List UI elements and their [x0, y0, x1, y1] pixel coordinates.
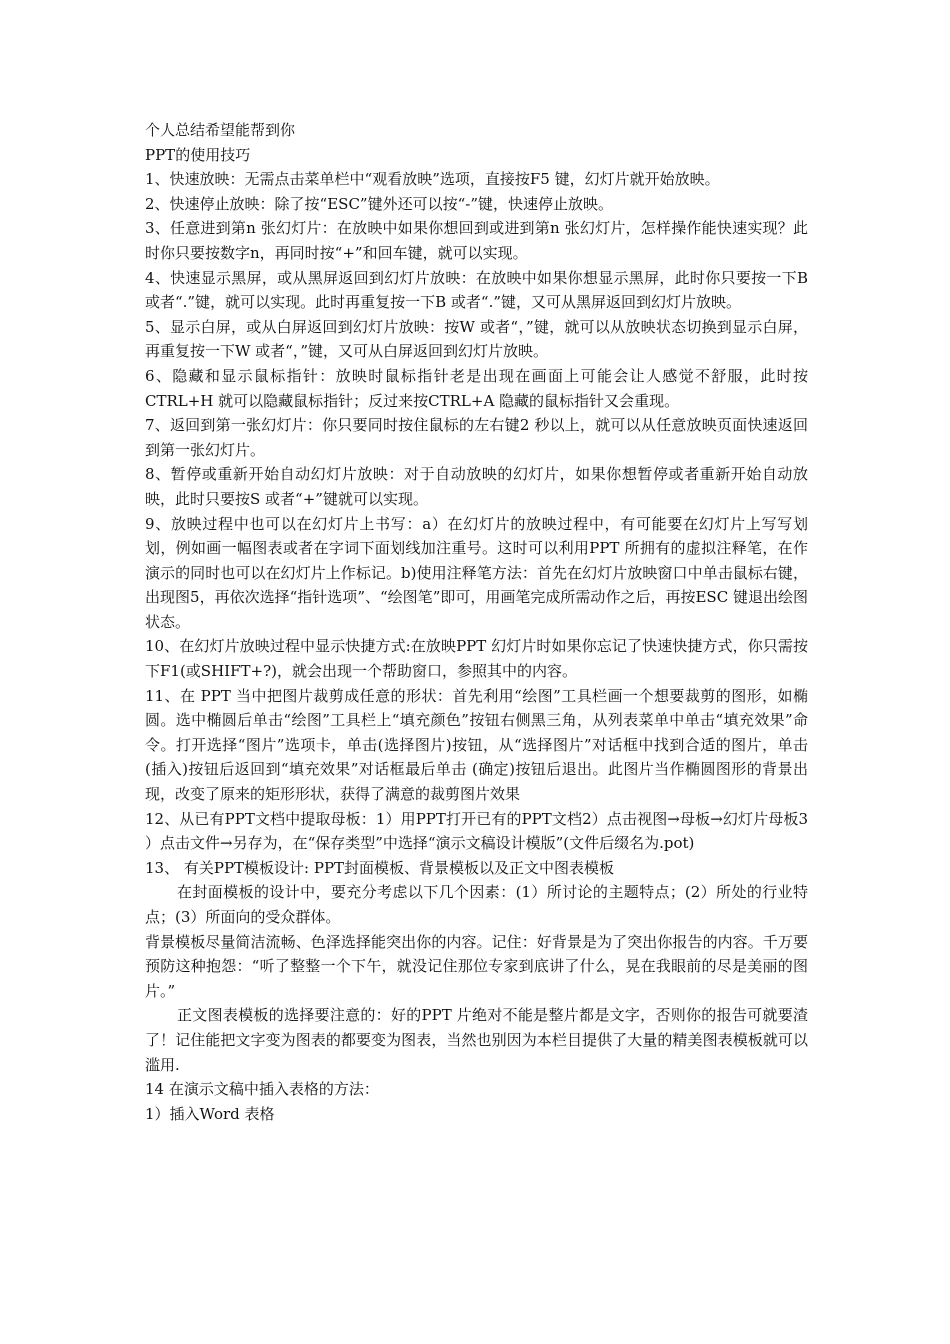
paragraph-chart-template: 正文图表模板的选择要注意的：好的PPT 片绝对不能是整片都是文字，否则你的报告可就要渣了！记住能把文字变为图表的都要变为图表，当然也别因为本栏目提供了大量的精美图表模板就可以滥用.: [145, 1006, 808, 1074]
tip-7: 7、返回到第一张幻灯片：你只要同时按住鼠标的左右键2 秒以上，就可以从任意放映页面快速返回到第一张幻灯片。: [145, 416, 808, 459]
tip-3: 3、任意进到第n 张幻灯片：在放映中如果你想回到或进到第n 张幻灯片，怎样操作能快速实现？此时你只要按数字n，再同时按“+”和回车键，就可以实现。: [145, 219, 808, 262]
tip-14: 14 在演示文稿中插入表格的方法：: [145, 1080, 379, 1099]
tip-5: 5、显示白屏，或从白屏返回到幻灯片放映：按W 或者“，”键，就可以从放映状态切换到显示白屏，再重复按一下W 或者“，”键，又可从白屏返回到幻灯片放映。: [145, 317, 808, 361]
paragraph-background-template: 背景模板尽量简洁流畅、色泽选择能突出你的内容。记住：好背景是为了突出你报告的内容。千万要预防这种抱怨：“听了整整一个下午，就没记住那位专家到底讲了什么，晃在我眼前的尽是美丽的图片。”: [145, 932, 808, 1000]
document-body: [145, 118, 808, 1126]
document-title: PPT的使用技巧: [145, 145, 251, 164]
tip-4: 4、快速显示黑屏，或从黑屏返回到幻灯片放映：在放映中如果你想显示黑屏，此时你只要按一下B 或者“.”键，就可以实现。此时再重复按一下B 或者“.”键，又可从黑屏返回到幻灯片放映。: [145, 268, 808, 312]
tip-12: 12、从已有PPT文档中提取母板：1）用PPT打开已有的PPT文档2）点击视图→母板→幻灯片母板3 ）点击文件→另存为，在“保存类型”中选择“演示文稿设计模版”(文件后缀名为.pot): [145, 809, 808, 853]
tip-14-sub-1: 1）插入Word 表格: [145, 1104, 275, 1123]
intro-line: 个人总结希望能帮到你: [145, 121, 296, 139]
tip-6: 6、隐藏和显示鼠标指针：放映时鼠标指针老是出现在画面上可能会让人感觉不舒服，此时按CTRL+H 就可以隐藏鼠标指针；反过来按CTRL+A 隐藏的鼠标指针又会重现。: [145, 366, 808, 410]
tip-11: 11、在 PPT 当中把图片裁剪成任意的形状：首先利用“绘图”工具栏画一个想要裁剪的图形，如椭圆。选中椭圆后单击“绘图”工具栏上“填充颜色”按钮右侧黑三角，从列表菜单中单击“填充效果”命令。打开选择“图片”选项卡，单击(选择图片)按钮，从“选择图片”对话框中找到合适的图片，单击 (插入)按钮后返回到“填充效果”对话框最后单击 (确定)按钮后退出。此图片当作椭圆图形的背景出现，改变了原来的矩形形状，获得了满意的裁剪图片效果: [145, 686, 808, 804]
paragraph-cover-template: 在封面模板的设计中，要充分考虑以下几个因素：(1）所讨论的主题特点；(2）所处的行业特点；(3）所面向的受众群体。: [145, 883, 808, 926]
tip-2: 2、快速停止放映：除了按“ESC”键外还可以按“-”键，快速停止放映。: [145, 194, 613, 213]
tip-1: 1、快速放映：无需点击菜单栏中“观看放映”选项，直接按F5 键，幻灯片就开始放映。: [145, 170, 720, 189]
tip-10: 10、在幻灯片放映过程中显示快捷方式:在放映PPT 幻灯片时如果你忘记了快速快捷方式，你只需按下F1(或SHIFT+?)，就会出现一个帮助窗口，参照其中的内容。: [145, 637, 808, 681]
tip-8: 8、暂停或重新开始自动幻灯片放映：对于自动放映的幻灯片，如果你想暂停或者重新开始自动放映，此时只要按S 或者“+”键就可以实现。: [145, 465, 808, 508]
tip-13: 13、 有关PPT模板设计: PPT封面模板、背景模板以及正文中图表模板: [145, 858, 615, 877]
tip-9: 9、放映过程中也可以在幻灯片上书写：a）在幻灯片的放映过程中，有可能要在幻灯片上写写划划，例如画一幅图表或者在字词下面划线加注重号。这时可以利用PPT 所拥有的虚拟注释笔，在作演示的同时也可以在幻灯片上作标记。b)使用注释笔方法：首先在幻灯片放映窗口中单击鼠标右键，出现图5，再依次选择“指针选项”、“绘图笔”即可，用画笔完成所需动作之后，再按ESC 键退出绘图状态。: [145, 514, 808, 631]
